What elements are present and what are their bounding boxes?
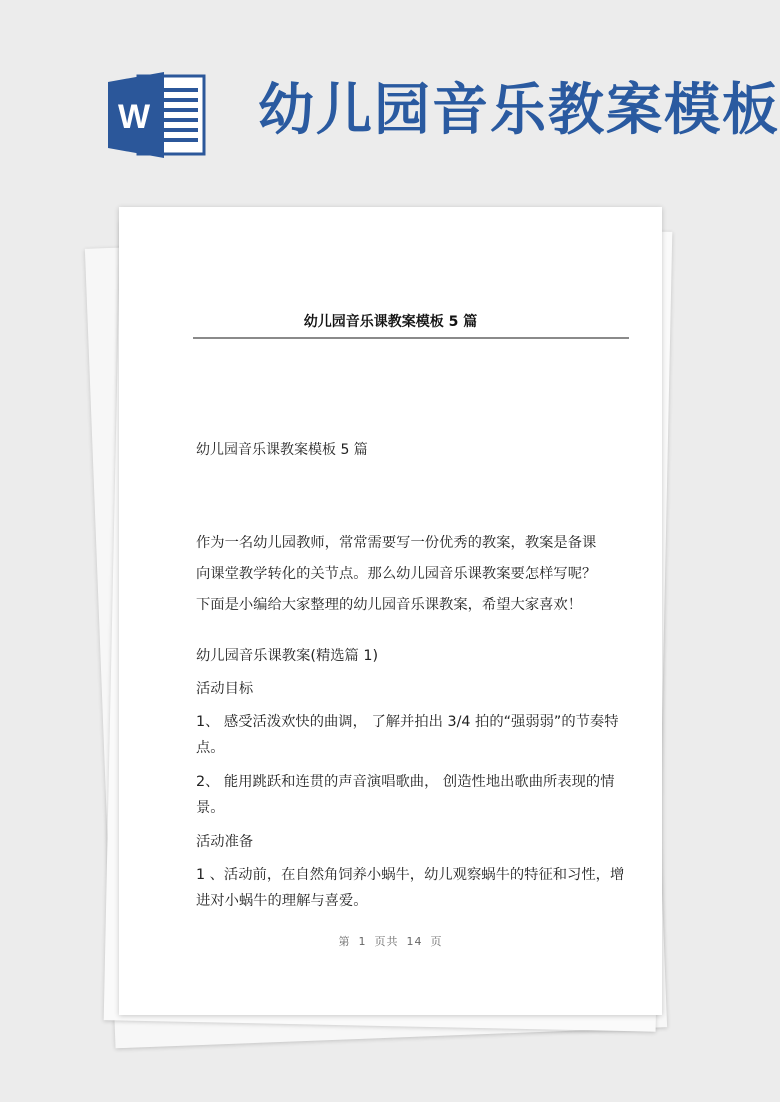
- footer-middle: 页共: [374, 935, 399, 948]
- section-title: [196, 643, 632, 669]
- goal-item-1: 1、 感受活泼欢快的曲调， 了解并拍出 3/4 拍的“强弱弱”的节奏特点。: [196, 714, 619, 756]
- intro-line: 下面是小编给大家整理的幼儿园音乐课教案，希望大家喜欢！: [196, 597, 583, 613]
- footer-suffix: 页: [430, 935, 443, 948]
- header-divider: [193, 337, 629, 339]
- footer-prefix: 第: [338, 935, 351, 948]
- prep-item-1: 1 、活动前，在自然角饲养小蜗牛，幼儿观察蜗牛的特征和习性，增进对小蜗牛的理解与喜爱。: [196, 867, 625, 909]
- intro-line: 作为一名幼儿园教师，常常需要写一份优秀的教案，教案是备课: [196, 535, 597, 551]
- word-logo-icon: [108, 70, 208, 160]
- goal-heading-wrap: [196, 676, 632, 702]
- document-page: [119, 207, 662, 1015]
- intro-line: 向课堂教学转化的关节点。那么幼儿园音乐课教案要怎样写呢？: [196, 566, 597, 582]
- footer-total-pages: 14: [406, 935, 423, 948]
- goal-item-2: 2、 能用跳跃和连贯的声音演唱歌曲， 创造性地出歌曲所表现的情景。: [196, 774, 615, 816]
- svg-text:W: W: [117, 98, 151, 136]
- prep-heading-wrap: [196, 829, 632, 855]
- banner: [0, 0, 780, 200]
- page-footer: [119, 933, 662, 949]
- intro-paragraph: [196, 528, 632, 621]
- goal-heading: 活动目标: [196, 681, 254, 697]
- prep-1-wrap: [196, 862, 632, 914]
- footer-page-number: 1: [358, 935, 367, 948]
- goal-2-wrap: [196, 769, 632, 821]
- prep-heading: 活动准备: [196, 834, 254, 850]
- goal-1-wrap: [196, 709, 632, 761]
- page-header: 幼儿园音乐课教案模板 5 篇: [303, 314, 478, 330]
- document-title: 幼儿园音乐课教案模板 5 篇: [196, 442, 368, 458]
- section-1-title: 幼儿园音乐课教案(精选篇 1): [196, 648, 379, 664]
- banner-title: 幼儿园音乐教案模板: [258, 77, 780, 143]
